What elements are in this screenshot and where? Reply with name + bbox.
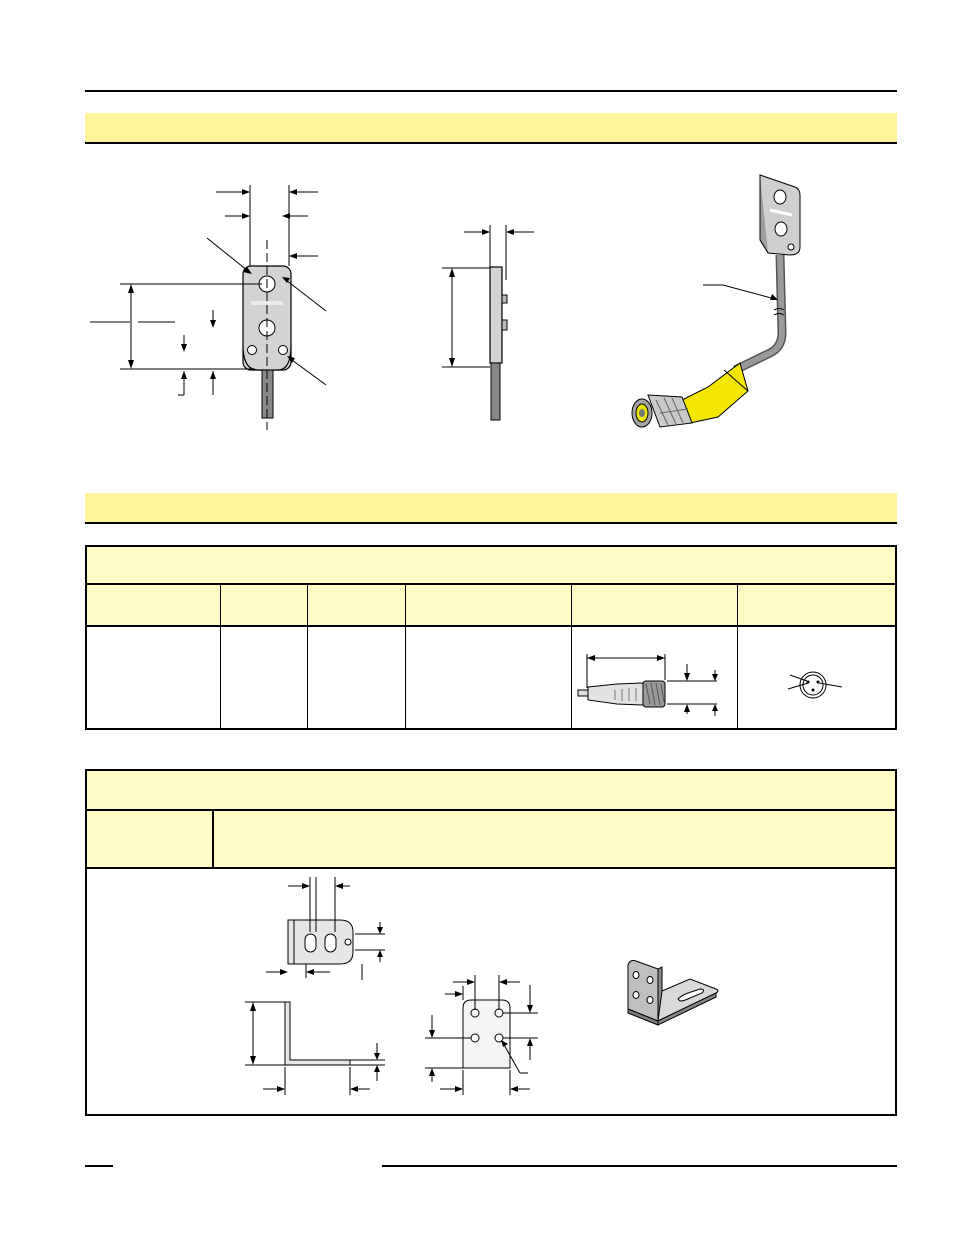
bracket-model-cell [87,811,214,869]
col-1 [87,585,221,728]
sensor-side-view [430,220,550,430]
footer-rule-left [85,1165,113,1167]
bracket-front-view [420,970,560,1100]
sensor-front-view [80,180,340,440]
bracket-table-title [87,771,895,811]
accessories-section-bar [85,493,897,524]
col-2 [221,585,308,728]
cable-table [85,545,897,730]
col-4 [406,585,572,728]
footer-rule-right [382,1165,897,1167]
quick-disconnect-cable [575,650,725,725]
bracket-side-view [235,995,395,1100]
dimensions-section-bar [85,113,897,144]
col-6 [738,585,895,728]
sensor-cable-connector [620,165,840,435]
bracket-top-view [260,872,390,982]
cable-table-title [87,547,895,585]
top-rule [85,90,897,92]
bracket-description-cell [214,811,895,869]
col-3 [308,585,406,728]
bracket-3d [620,955,730,1045]
connector-pinout [780,665,850,705]
